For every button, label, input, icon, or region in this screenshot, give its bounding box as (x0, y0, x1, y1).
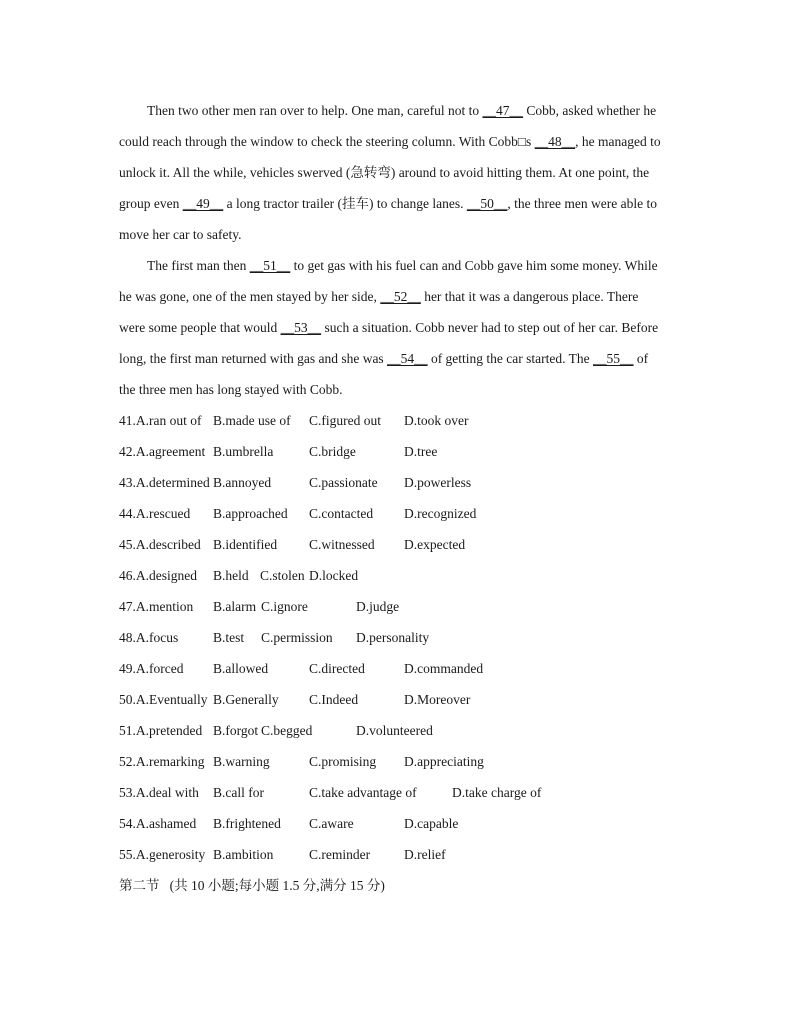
option-c: C.Indeed (309, 692, 359, 707)
text: long, the first man returned with gas and she was (119, 351, 388, 366)
option-c: C.reminder (309, 847, 371, 862)
option-b: B.made use of (213, 413, 291, 428)
option-c: C.directed (309, 661, 365, 676)
blank-55: __55__ (593, 351, 634, 366)
paragraph1-line2 (119, 133, 661, 151)
option-b: B.held (213, 568, 249, 583)
option-b: B.warning (213, 754, 270, 769)
option-c: C.figured out (309, 413, 381, 428)
option-c: C.passionate (309, 475, 378, 490)
text: the three men has long stayed with Cobb. (119, 382, 343, 397)
option-d: D.take charge of (452, 785, 542, 800)
option-a: 48.A.focus (119, 630, 179, 645)
paragraph2-line1 (147, 257, 658, 275)
text: Cobb, asked whether he (523, 103, 657, 118)
section-title: 第二节 (共 10 小题;每小题 1.5 分,满分 15 分) (119, 878, 385, 893)
option-b: B.identified (213, 537, 278, 552)
text: were some people that would (119, 320, 281, 335)
text: could reach through the window to check the steering column. With Cobb□s (119, 134, 535, 149)
option-a: 54.A.ashamed (119, 816, 197, 831)
text: he was gone, one of the men stayed by her side, (119, 289, 381, 304)
option-b: B.forgot (213, 723, 259, 738)
text: move her car to safety. (119, 227, 242, 242)
option-d: D.tree (404, 444, 438, 459)
option-c: C.witnessed (309, 537, 375, 552)
text: group even (119, 196, 183, 211)
text: , the three men were able to (507, 196, 657, 211)
option-c: C.stolen (260, 568, 305, 583)
option-c: C.aware (309, 816, 354, 831)
option-d: D.personality (356, 630, 430, 645)
blank-48: __48__ (534, 134, 576, 149)
paragraph2-line5 (119, 381, 342, 399)
option-b: B.annoyed (213, 475, 272, 490)
text: to get gas with his fuel can and Cobb gave him some money. While (290, 258, 658, 273)
option-a: 41.A.ran out of (119, 413, 202, 428)
paragraph1-line1 (147, 102, 656, 120)
text: of (633, 351, 649, 366)
option-b: B.frightened (213, 816, 281, 831)
option-d: D.powerless (404, 475, 472, 490)
option-b: B.umbrella (213, 444, 274, 459)
option-c: C.promising (309, 754, 377, 769)
option-a: 49.A.forced (119, 661, 184, 676)
option-c: C.take advantage of (309, 785, 417, 800)
option-d: D.took over (404, 413, 469, 428)
blank-52: __52__ (380, 289, 421, 304)
text: her that it was a dangerous place. There (420, 289, 639, 304)
option-a: 51.A.pretended (119, 723, 203, 738)
blank-50: __50__ (466, 196, 508, 211)
option-a: 46.A.designed (119, 568, 197, 583)
option-d: D.judge (356, 599, 400, 614)
option-a: 47.A.mention (119, 599, 194, 614)
option-d: D.expected (404, 537, 466, 552)
paragraph1-line4 (119, 195, 657, 213)
paragraph1-line5 (119, 226, 241, 244)
option-c: C.begged (261, 723, 313, 738)
option-c: C.ignore (261, 599, 308, 614)
option-b: B.ambition (213, 847, 274, 862)
blank-51: __51__ (249, 258, 291, 273)
option-a: 43.A.determined (119, 475, 210, 490)
option-c: C.contacted (309, 506, 374, 521)
option-c: C.bridge (309, 444, 356, 459)
option-a: 42.A.agreement (119, 444, 206, 459)
text: a long tractor trailer (挂车) to change lanes. (223, 196, 467, 211)
text: Then two other men ran over to help. One man, careful not to (147, 103, 483, 118)
option-b: B.approached (213, 506, 288, 521)
option-a: 44.A.rescued (119, 506, 191, 521)
text: of getting the car started. The (427, 351, 594, 366)
blank-49: __49__ (182, 196, 224, 211)
option-a: 53.A.deal with (119, 785, 199, 800)
text: , he managed to (575, 134, 661, 149)
text: unlock it. All the while, vehicles swerved (急转弯) around to avoid hitting them. At one point, the (119, 165, 650, 180)
paragraph2-line4 (119, 350, 648, 368)
option-b: B.allowed (213, 661, 269, 676)
option-d: D.commanded (404, 661, 484, 676)
option-b: B.test (213, 630, 245, 645)
option-b: B.alarm (213, 599, 257, 614)
text: The first man then (147, 258, 250, 273)
option-d: D.capable (404, 816, 459, 831)
paragraph2-line3 (119, 319, 658, 337)
paragraph2-line2 (119, 288, 638, 306)
option-d: D.volunteered (356, 723, 433, 738)
option-b: B.call for (213, 785, 264, 800)
option-d: D.appreciating (404, 754, 484, 769)
blank-54: __54__ (387, 351, 428, 366)
paragraph1-line3 (119, 164, 649, 182)
option-d: D.Moreover (404, 692, 471, 707)
blank-53: __53__ (280, 320, 322, 335)
option-c: C.permission (261, 630, 333, 645)
option-d: D.recognized (404, 506, 477, 521)
option-a: 50.A.Eventually (119, 692, 208, 707)
blank-47: __47__ (482, 103, 524, 118)
option-a: 52.A.remarking (119, 754, 205, 769)
option-a: 45.A.described (119, 537, 201, 552)
option-b: B.Generally (213, 692, 279, 707)
option-a: 55.A.generosity (119, 847, 206, 862)
option-d: D.relief (404, 847, 446, 862)
option-d: D.locked (309, 568, 359, 583)
text: such a situation. Cobb never had to step out of her car. Before (321, 320, 659, 335)
